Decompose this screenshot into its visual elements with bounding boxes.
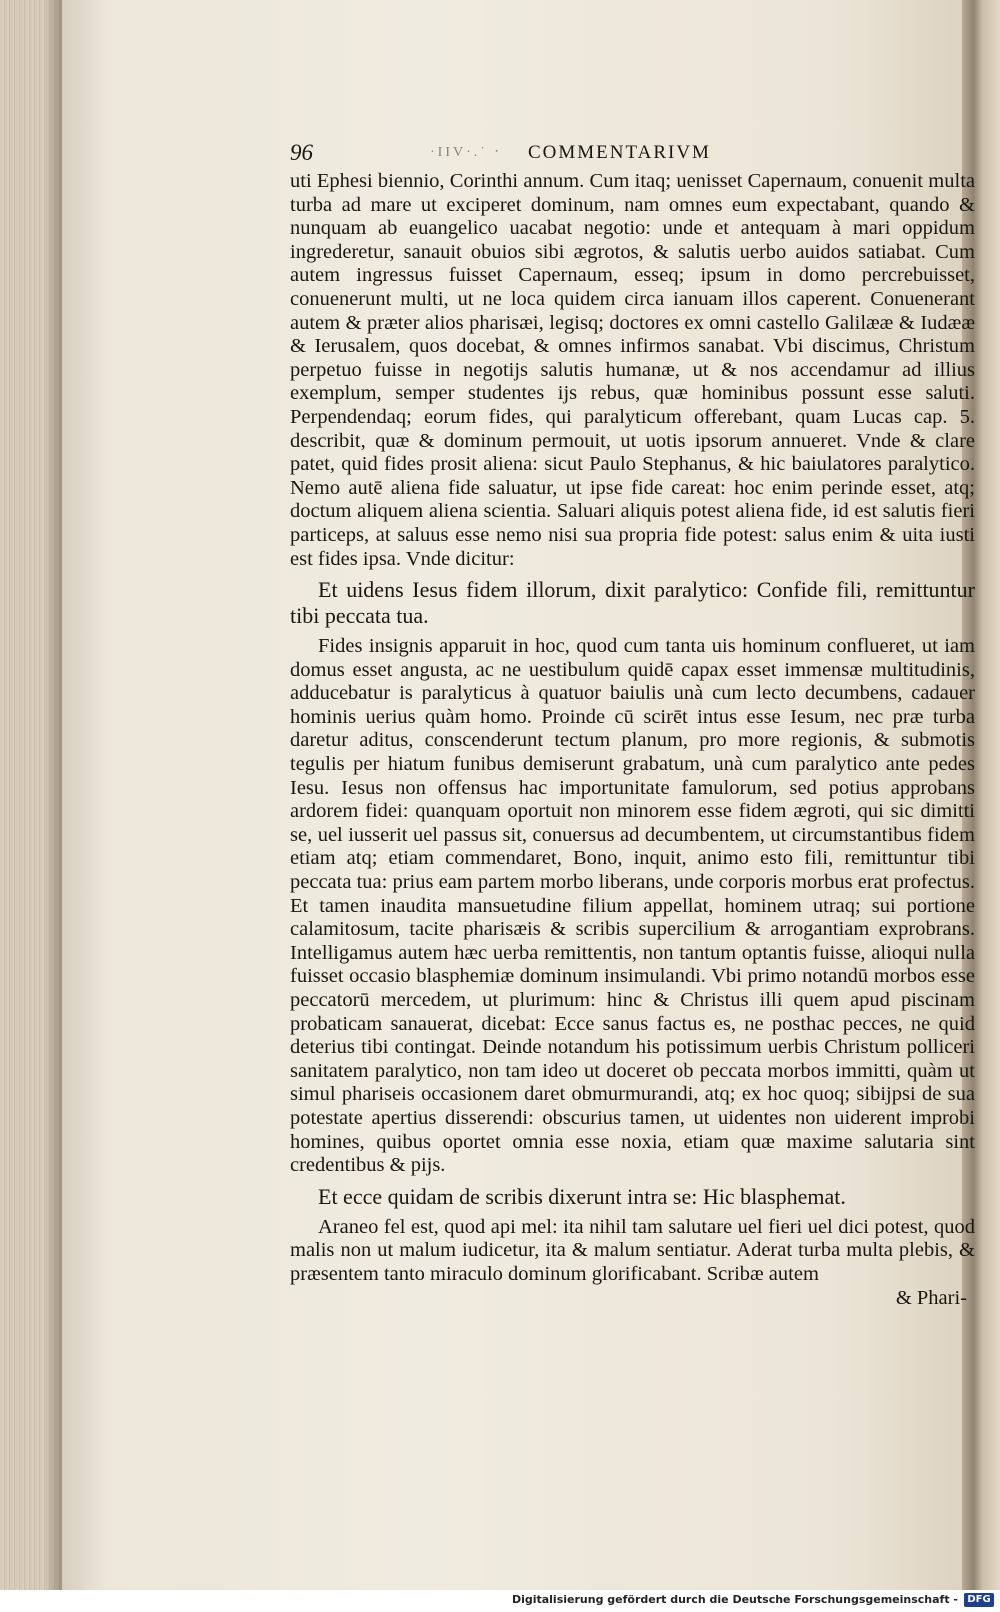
catchword: & Phari-: [895, 1286, 967, 1309]
book-page-edges: [0, 0, 62, 1590]
paragraph-1: uti Ephesi biennio, Corinthi annum. Cum itaq; uenisset Capernaum, conuenit multa turba ad mare ut exciperet dominum, nam omnes eum expectabant, quando & nunquam ab euangelico uacabat negotio: unde et antequam à mari oppidum ingrederetur, sanauit obuios sibi ægrotos, & salutis uerbo auidos satiabat. Cum autem ingressus fuisset Capernaum, esseq; ipsum in domo percrebuisset, conuenerunt multi, ut ne loca quidem circa ianuam illos caperent. Conuenerant autem & præter alios pharisæi, legisq; doctores ex omni castello Galilææ & Iudææ & Ierusalem, quos docebat, & omnes infirmos sanabat. Vbi discimus, Christum perpetuo fuisse in negotijs salutis humanæ, ut & nos accendamur ad illius exemplum, semper studentes ijs rebus, quæ hominibus possunt esse saluti. Perpendendaq; eorum fides, qui paralyticum offerebant, quam Lucas cap. 5. describit, quæ & dominum permouit, ut uotis ipsorum annueret. Vnde & clare patet, quid fides prosit aliena: sicut Paulo Stephanus, & hic baiulatores paralytico. Nemo autē aliena fide saluatur, ut ipse fide careat: hoc enim perinde esset, atq; doctum aliquem aliena scientia. Saluari aliquis potest aliena fide, id est salutis fieri particeps, at saluus esse nemo nisi sua propria fide potest: salus enim & uita iusti est fides ipsa. Vnde dicitur:: [290, 170, 975, 570]
lemma-quote-1: Et uidens Iesus fidem illorum, dixit paralytico: Confide fili, remittuntur tibi peccata tua.: [290, 577, 975, 629]
paragraph-3: Araneo fel est, quod api mel: ita nihil tam salutare uel fieri uel dici potest, quod malis non ut malum iudicetur, ita & malum sentiatur. Aderat turba multa plebis, & præsentem tanto miraculo dominum glorificabant. Scribæ autem: [290, 1215, 975, 1285]
funding-credit: Digitalisierung gefördert durch die Deutsche Forschungsgemeinschaft -: [511, 1593, 958, 1606]
footer-bar: [0, 1590, 1000, 1612]
lemma-quote-2: Et ecce quidam de scribis dixerunt intra se: Hic blasphemat.: [318, 1183, 846, 1209]
header-ornament: ·IIV·.˙ ‧: [430, 145, 502, 160]
main-text: [290, 170, 975, 1309]
paragraph-2: Fides insignis apparuit in hoc, quod cum tanta uis hominum conflueret, ut iam domus esset angusta, ac ne uestibulum quidē capax esset immensæ multitudinis, adducebatur is paralyticus à quatuor baiulis unà cum lecto decumbens, cadauer hominis uerius quàm homo. Proinde cū scirēt intus esse Iesum, nec præ turba daretur aditus, conscenderunt tectum planum, pro more regionis, & submotis tegulis per hiatum funibus demiserunt grabatum, unà cum paralytico ante pedes Iesu. Iesus non offensus hac importunitate famulorum, sed potius approbans ardorem fidei: quanquam oportuit non minorem esse fidem ægroti, qui sic dimitti se, uel iusserit uel passus sit, conuersus ad decumbentem, ut circumstantibus fidem etiam atq; etiam commendaret, Bono, inquit, animo esto fili, remittuntur tibi peccata tua: prius eam partem morbo liberans, unde corporis morbus erat profectus. Et tamen inaudita mansuetudine filium appellat, hominem utraq; sui portione calamitosum, tacite pharisæis & scribis supercilium & arrogantiam exprobrans. Intelligamus autem hæc uerba remittentis, non tantum optantis fuisse, alioqui nulla fuisset occasio blasphemiæ dominum insimulandi. Vbi primo notandū morbos esse peccatorū mercedem, ut plurimum: hinc & Christus illi quem apud piscinam probaticam sanauerat, dicebat: Ecce sanus factus es, ne posthac pecces, ne quid deterius tibi contingat. Deinde notandum his potissimum uerbis Christum polliceri sanitatem paralytico, non tam ideo ut doceret ob peccata morbos immitti, quàm ut simul phariseis occasionem daret obmurmurandi, atq; ex hoc quoq; sibijpsi de sua potestate apertius disserendi: obscurius tamen, ut uidentes non uiderent improbi homines, quibus oportet omnia esse noxia, etiam quæ maxime salutaria sint credentibus & pijs.: [290, 635, 975, 1177]
page-number: 96: [290, 140, 313, 165]
page-header: [290, 138, 980, 166]
running-head: COMMENTARIVM: [528, 142, 711, 163]
dfg-logo-icon: DFG: [964, 1593, 994, 1607]
